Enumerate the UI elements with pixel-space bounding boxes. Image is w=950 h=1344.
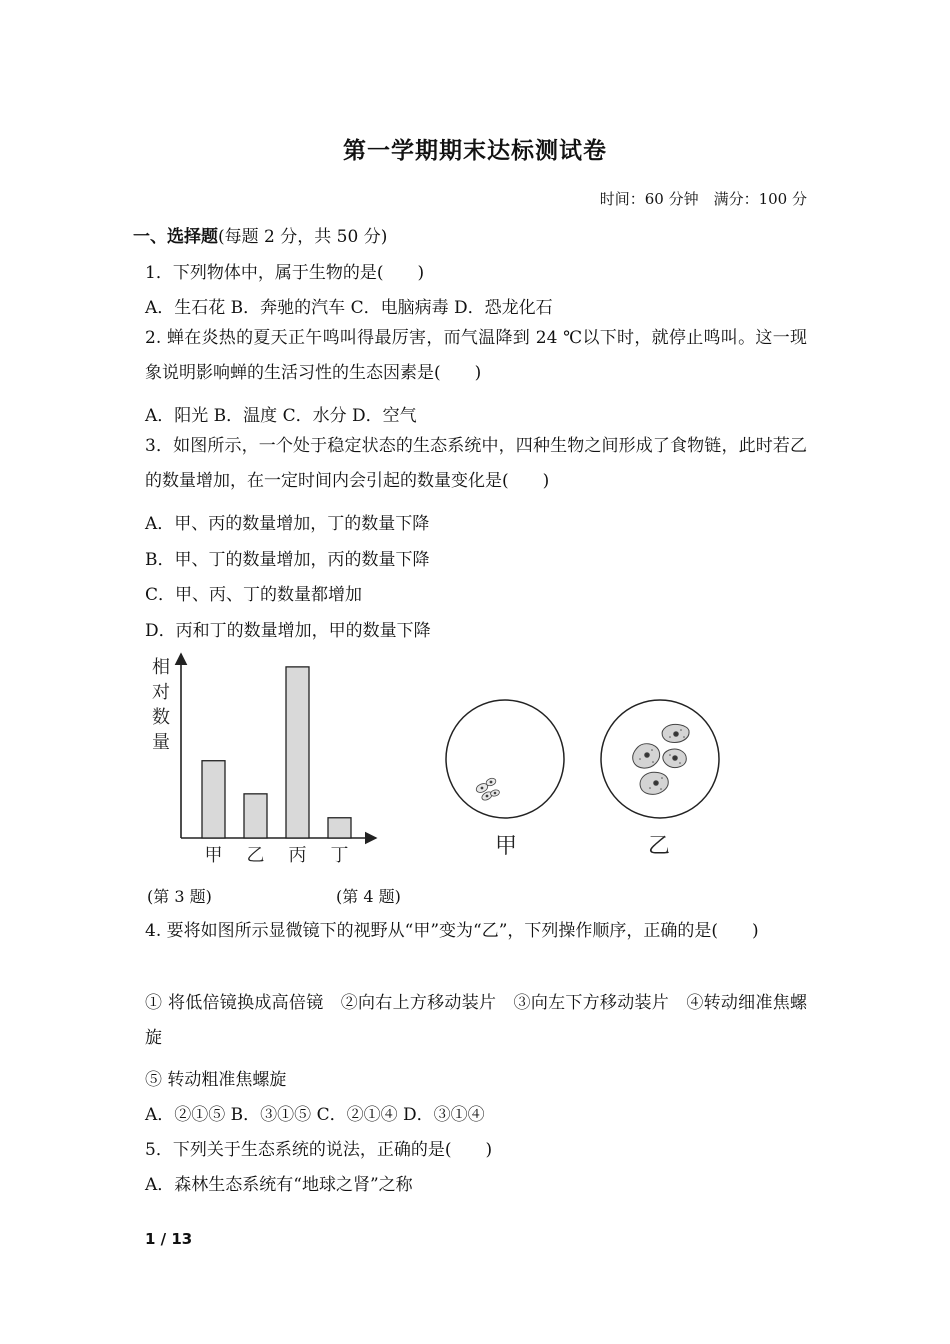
x-tick-label: 丙 — [288, 845, 307, 866]
page-title: 第一学期期末达标测试卷 — [343, 138, 607, 164]
q3-option-b: B．甲、丁的数量增加，丙的数量下降 — [145, 550, 430, 570]
q3-option-c: C．甲、丙、丁的数量都增加 — [145, 585, 363, 605]
q4-stem: 4. 要将如图所示显微镜下的视野从“甲”变为“乙”，下列操作顺序，正确的是( ) — [145, 921, 759, 941]
bar-2 — [244, 794, 267, 838]
page-number: 1 / 13 — [145, 1230, 193, 1248]
q5-stem: 5．下列关于生态系统的说法，正确的是( ) — [145, 1140, 493, 1160]
section-heading — [133, 222, 387, 247]
x-tick-label: 丁 — [330, 845, 349, 866]
bar-1 — [202, 761, 225, 838]
section-note: (每题 2 分，共 50 分) — [218, 227, 388, 247]
bar-4 — [328, 818, 351, 838]
x-tick-label: 乙 — [246, 845, 265, 866]
q3-option-d: D．丙和丁的数量增加，甲的数量下降 — [145, 621, 431, 641]
small-cells-a — [475, 777, 500, 802]
microscope-figure — [440, 695, 730, 865]
section-title: 一、选择题 — [133, 227, 218, 247]
q2-options: A．阳光 B．温度 C．水分 D．空气 — [145, 406, 417, 426]
field-of-view-b — [601, 700, 719, 818]
y-axis-label-char: 对 — [152, 682, 170, 703]
x-tick-label: 甲 — [204, 845, 223, 866]
field-of-view-a — [446, 700, 564, 818]
y-axis-label-char: 量 — [152, 732, 170, 753]
q4-steps: ① 将低倍镜换成高倍镜 ②向右上方移动装片 ③向左下方移动装片 ④转动细准焦螺旋 — [145, 993, 807, 1048]
q3-stem: 3．如图所示，一个处于稳定状态的生态系统中，四种生物之间形成了食物链，此时若乙的数量增加，在一定时间内会引起的数量变化是( ) — [145, 436, 807, 491]
large-cells-b — [633, 724, 689, 794]
exam-meta: 时间：60 分钟 满分：100 分 — [599, 190, 807, 208]
q1-stem: 1．下列物体中，属于生物的是( ) — [145, 263, 425, 283]
field-label-b: 乙 — [647, 834, 671, 859]
figure-4-caption: (第 4 题) — [336, 887, 401, 906]
y-axis-label-char: 相 — [152, 657, 170, 678]
q4-step-5: ⑤ 转动粗准焦螺旋 — [145, 1070, 287, 1090]
q4-options: A．②①⑤ B．③①⑤ C．②①④ D．③①④ — [145, 1105, 485, 1125]
q3-option-a: A．甲、丙的数量增加，丁的数量下降 — [145, 514, 430, 534]
field-label-a: 甲 — [494, 834, 518, 859]
y-axis-label-char: 数 — [152, 707, 170, 728]
q5-option-a: A．森林生态系统有“地球之肾”之称 — [145, 1175, 413, 1195]
q3-bar-chart — [140, 648, 390, 873]
q2-stem: 2. 蝉在炎热的夏天正午鸣叫得最厉害，而气温降到 24 ℃以下时，就停止鸣叫。这一现象说明影响蝉的生活习性的生态因素是( ) — [145, 328, 807, 383]
figure-3-caption: (第 3 题) — [147, 887, 212, 906]
q1-options: A．生石花 B．奔驰的汽车 C．电脑病毒 D．恐龙化石 — [145, 298, 553, 318]
bar-3 — [286, 667, 309, 838]
